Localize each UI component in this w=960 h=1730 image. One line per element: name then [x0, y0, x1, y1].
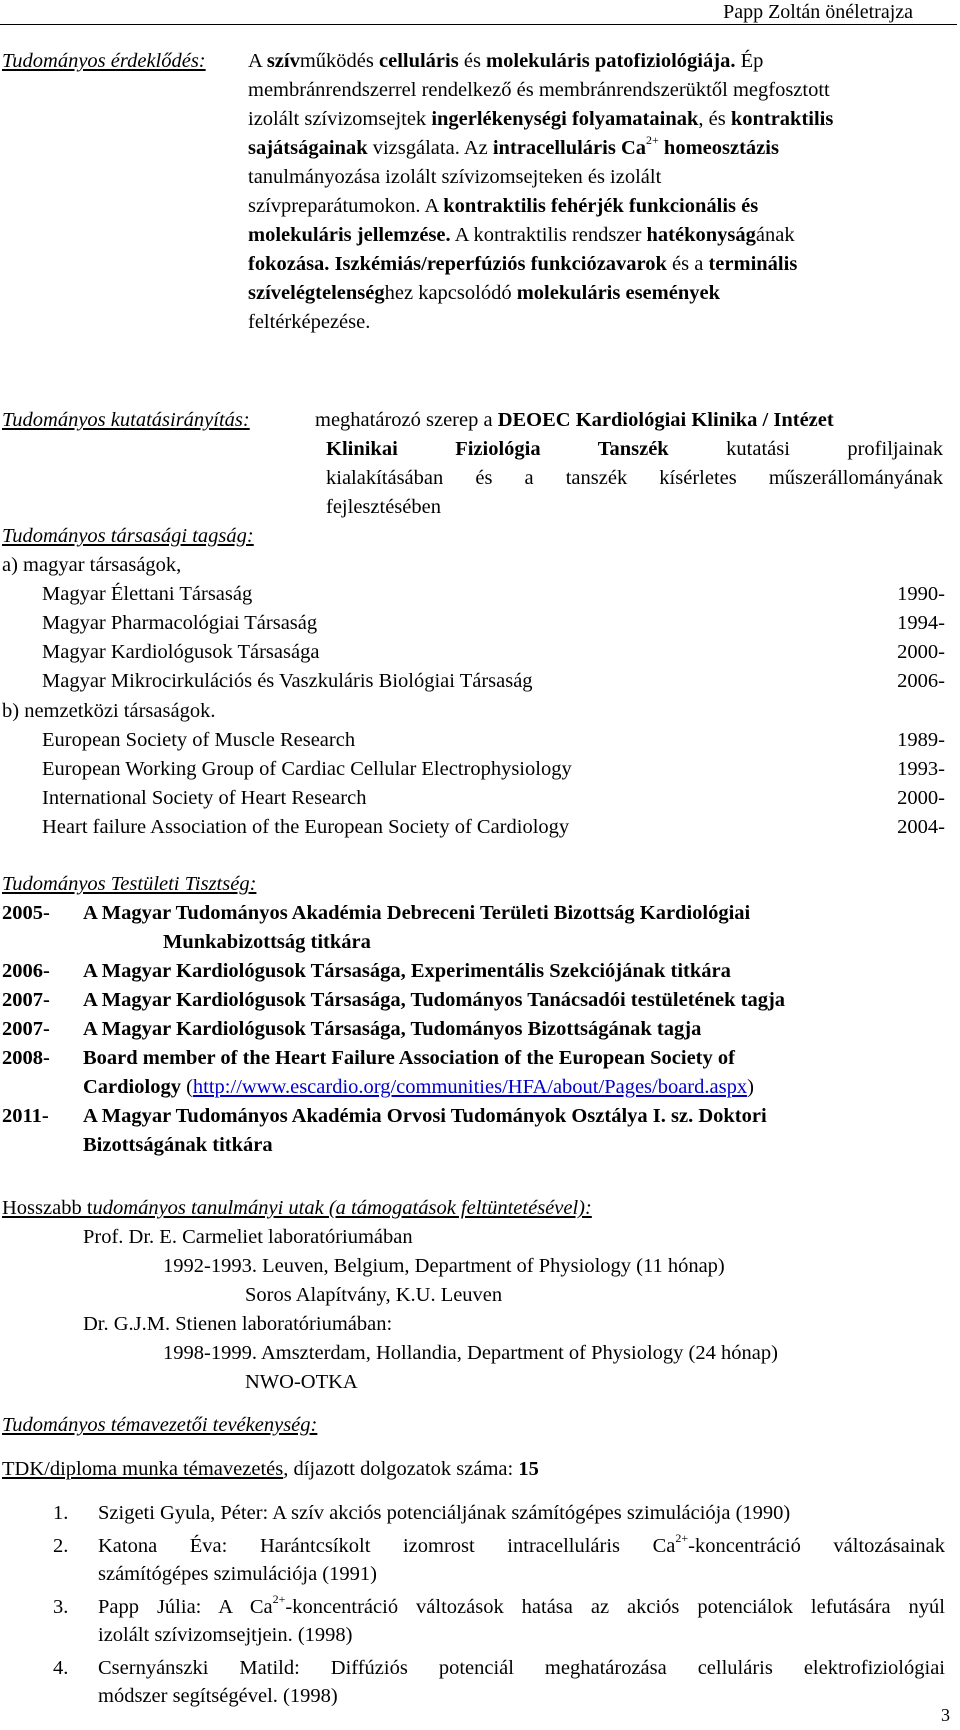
society-row — [42, 813, 945, 842]
tdk-count: 15 — [518, 1458, 539, 1480]
society-year: 2000- — [897, 641, 945, 663]
board-year: 2007- — [2, 989, 50, 1011]
society-name: European Working Group of Cardiac Cellular Electrophysiology — [42, 758, 572, 780]
study-label — [2, 1194, 592, 1223]
society-row — [42, 755, 945, 784]
board-title-line: Board member of the Heart Failure Association of the European Society of — [83, 1047, 735, 1069]
society-name: Magyar Élettani Társaság — [42, 583, 253, 605]
international-societies-heading: b) nemzetközi társaságok. — [2, 700, 216, 722]
society-name: European Society of Muscle Research — [42, 729, 356, 751]
interest-line: feltérképezése. — [248, 311, 371, 333]
society-year: 2006- — [897, 670, 945, 692]
thesis-line: Katona Éva: Harántcsíkolt izomrost intracelluláris $Ca^{2+}$-koncentráció változásainak — [98, 1531, 945, 1557]
board-title-line: A Magyar Tudományos Akadémia Orvosi Tudományok Osztálya I. sz. Doktori — [83, 1105, 767, 1127]
board-title-line: A Magyar Kardiológusok Társasága, Tudományos Bizottságának tagja — [83, 1018, 702, 1040]
society-row — [42, 726, 945, 755]
interest-line: membránrendszerrel rendelkező és membránrendszerüktől megfosztott — [248, 79, 830, 101]
study-lab1-detail: 1992-1993. Leuven, Belgium, Department of Physiology (11 hónap) — [163, 1255, 725, 1277]
society-name: Heart failure Association of the European Society of Cardiology — [42, 816, 570, 838]
study-lab2: Dr. G.J.M. Stienen laboratóriumában: — [83, 1313, 393, 1335]
interest-line: A szívműködés celluláris és molekuláris patofiziológiája. Ép — [248, 50, 764, 72]
society-name: Magyar Mikrocirkulációs és Vaszkuláris Biológiai Társaság — [42, 670, 533, 692]
board-year: 2005- — [2, 902, 50, 924]
board-year: 2006- — [2, 960, 50, 982]
interest-line: fokozása. Iszkémiás/reperfúziós funkciózavarok és a terminális — [248, 253, 798, 275]
page-header — [0, 0, 957, 25]
research-lead-line: kialakításában és a tanszék kísérletes műszerállományának — [326, 467, 943, 489]
society-year: 1989- — [897, 729, 945, 751]
society-row — [42, 667, 945, 696]
thesis-number: 3. — [53, 1596, 69, 1618]
study-lab1: Prof. Dr. E. Carmeliet laboratóriumában — [83, 1226, 413, 1248]
thesis-number: 1. — [53, 1502, 69, 1524]
board-year: 2008- — [2, 1047, 50, 1069]
study-lab2-detail: 1998-1999. Amszterdam, Hollandia, Department of Physiology (24 hónap) — [163, 1342, 778, 1364]
societies-label: Tudományos társasági tagság: — [2, 525, 254, 547]
society-row — [42, 580, 945, 609]
board-label: Tudományos Testületi Tisztség: — [2, 873, 257, 895]
society-name: Magyar Pharmacológiai Társaság — [42, 612, 318, 634]
board-title-line: A Magyar Kardiológusok Társasága, Tudományos Tanácsadói testületének tagja — [83, 989, 786, 1011]
hungarian-societies-heading: a) magyar társaságok, — [2, 554, 182, 576]
study-lab1-fund: Soros Alapítvány, K.U. Leuven — [245, 1284, 503, 1306]
society-year: 1990- — [897, 583, 945, 605]
board-title-line: Cardiology (http://www.escardio.org/communities/HFA/about/Pages/board.aspx) — [83, 1076, 754, 1098]
interest-line: sajátságainak vizsgálata. Az intracelluláris $Ca^{2+}$ homeosztázis — [248, 133, 779, 159]
interest-line: szívpreparátumokon. A kontraktilis fehérjék funkcionális és — [248, 195, 759, 217]
society-row — [42, 784, 945, 813]
study-label-italic: udományos tanulmányi utak (a támogatások feltüntetésével): — [92, 1197, 592, 1219]
interest-label: Tudományos érdeklődés: — [2, 50, 206, 72]
board-title-line: Bizottságának titkára — [83, 1134, 273, 1156]
thesis-line: Papp Júlia: A $Ca^{2+}$-koncentráció változások hatása az akciós potenciálok lefutására nyúl — [98, 1592, 945, 1618]
research-lead-line: meghatározó szerep a DEOEC Kardiológiai Klinika / Intézet — [315, 409, 834, 431]
interest-line: szívelégtelenséghez kapcsolódó molekuláris események — [248, 282, 720, 304]
tdk-line — [2, 1455, 539, 1484]
supervision-label: Tudományos témavezetői tevékenység: — [2, 1414, 318, 1436]
thesis-number: 2. — [53, 1535, 69, 1557]
interest-line: tanulmányozása izolált szívizomsejteken és izolált — [248, 166, 662, 188]
thesis-line: módszer segítségével. (1998) — [98, 1685, 338, 1707]
society-year: 1994- — [897, 612, 945, 634]
research-lead-line: Klinikai Fiziológia Tanszék kutatási profiljainak — [326, 438, 943, 460]
board-title-line: A Magyar Kardiológusok Társasága, Experimentális Szekciójának titkára — [83, 960, 731, 982]
header-title: Papp Zoltán önéletrajza — [723, 1, 913, 23]
society-name: International Society of Heart Research — [42, 787, 367, 809]
society-name: Magyar Kardiológusok Társasága — [42, 641, 320, 663]
thesis-line: számítógépes szimulációja (1991) — [98, 1563, 377, 1585]
board-title-line: Munkabizottság titkára — [163, 931, 371, 953]
interest-text — [248, 47, 948, 337]
thesis-line: Csernyánszki Matild: Diffúziós potenciál meghatározása celluláris elektrofiziológiai — [98, 1657, 945, 1679]
society-year: 1993- — [897, 758, 945, 780]
thesis-line: Szigeti Gyula, Péter: A szív akciós potenciáljának számítógépes szimulációja (1990) — [98, 1502, 791, 1524]
society-year: 2004- — [897, 816, 945, 838]
society-year: 2000- — [897, 787, 945, 809]
tdk-label: TDK/diploma munka témavezetés — [2, 1458, 284, 1480]
board-title-line: A Magyar Tudományos Akadémia Debreceni Területi Bizottság Kardiológiai — [83, 902, 751, 924]
study-lab2-fund: NWO-OTKA — [245, 1371, 358, 1393]
society-row — [42, 638, 945, 667]
research-lead-label: Tudományos kutatásirányítás: — [2, 409, 250, 431]
page-number: 3 — [941, 1705, 950, 1725]
tdk-rest: , díjazott dolgozatok száma: — [283, 1458, 519, 1480]
research-lead-line: fejlesztésében — [326, 496, 441, 518]
board-year: 2007- — [2, 1018, 50, 1040]
study-label-plain: Hosszabb t — [2, 1197, 93, 1219]
society-row — [42, 609, 945, 638]
interest-line: molekuláris jellemzése. A kontraktilis rendszer hatékonyságának — [248, 224, 795, 246]
hfa-board-link[interactable]: http://www.escardio.org/communities/HFA/about/Pages/board.aspx — [192, 1076, 748, 1098]
board-year: 2011- — [2, 1105, 49, 1127]
thesis-line: izolált szívizomsejtjein. (1998) — [98, 1624, 353, 1646]
thesis-number: 4. — [53, 1657, 69, 1679]
interest-line: izolált szívizomsejtek ingerlékenységi folyamatainak, és kontraktilis — [248, 108, 834, 130]
